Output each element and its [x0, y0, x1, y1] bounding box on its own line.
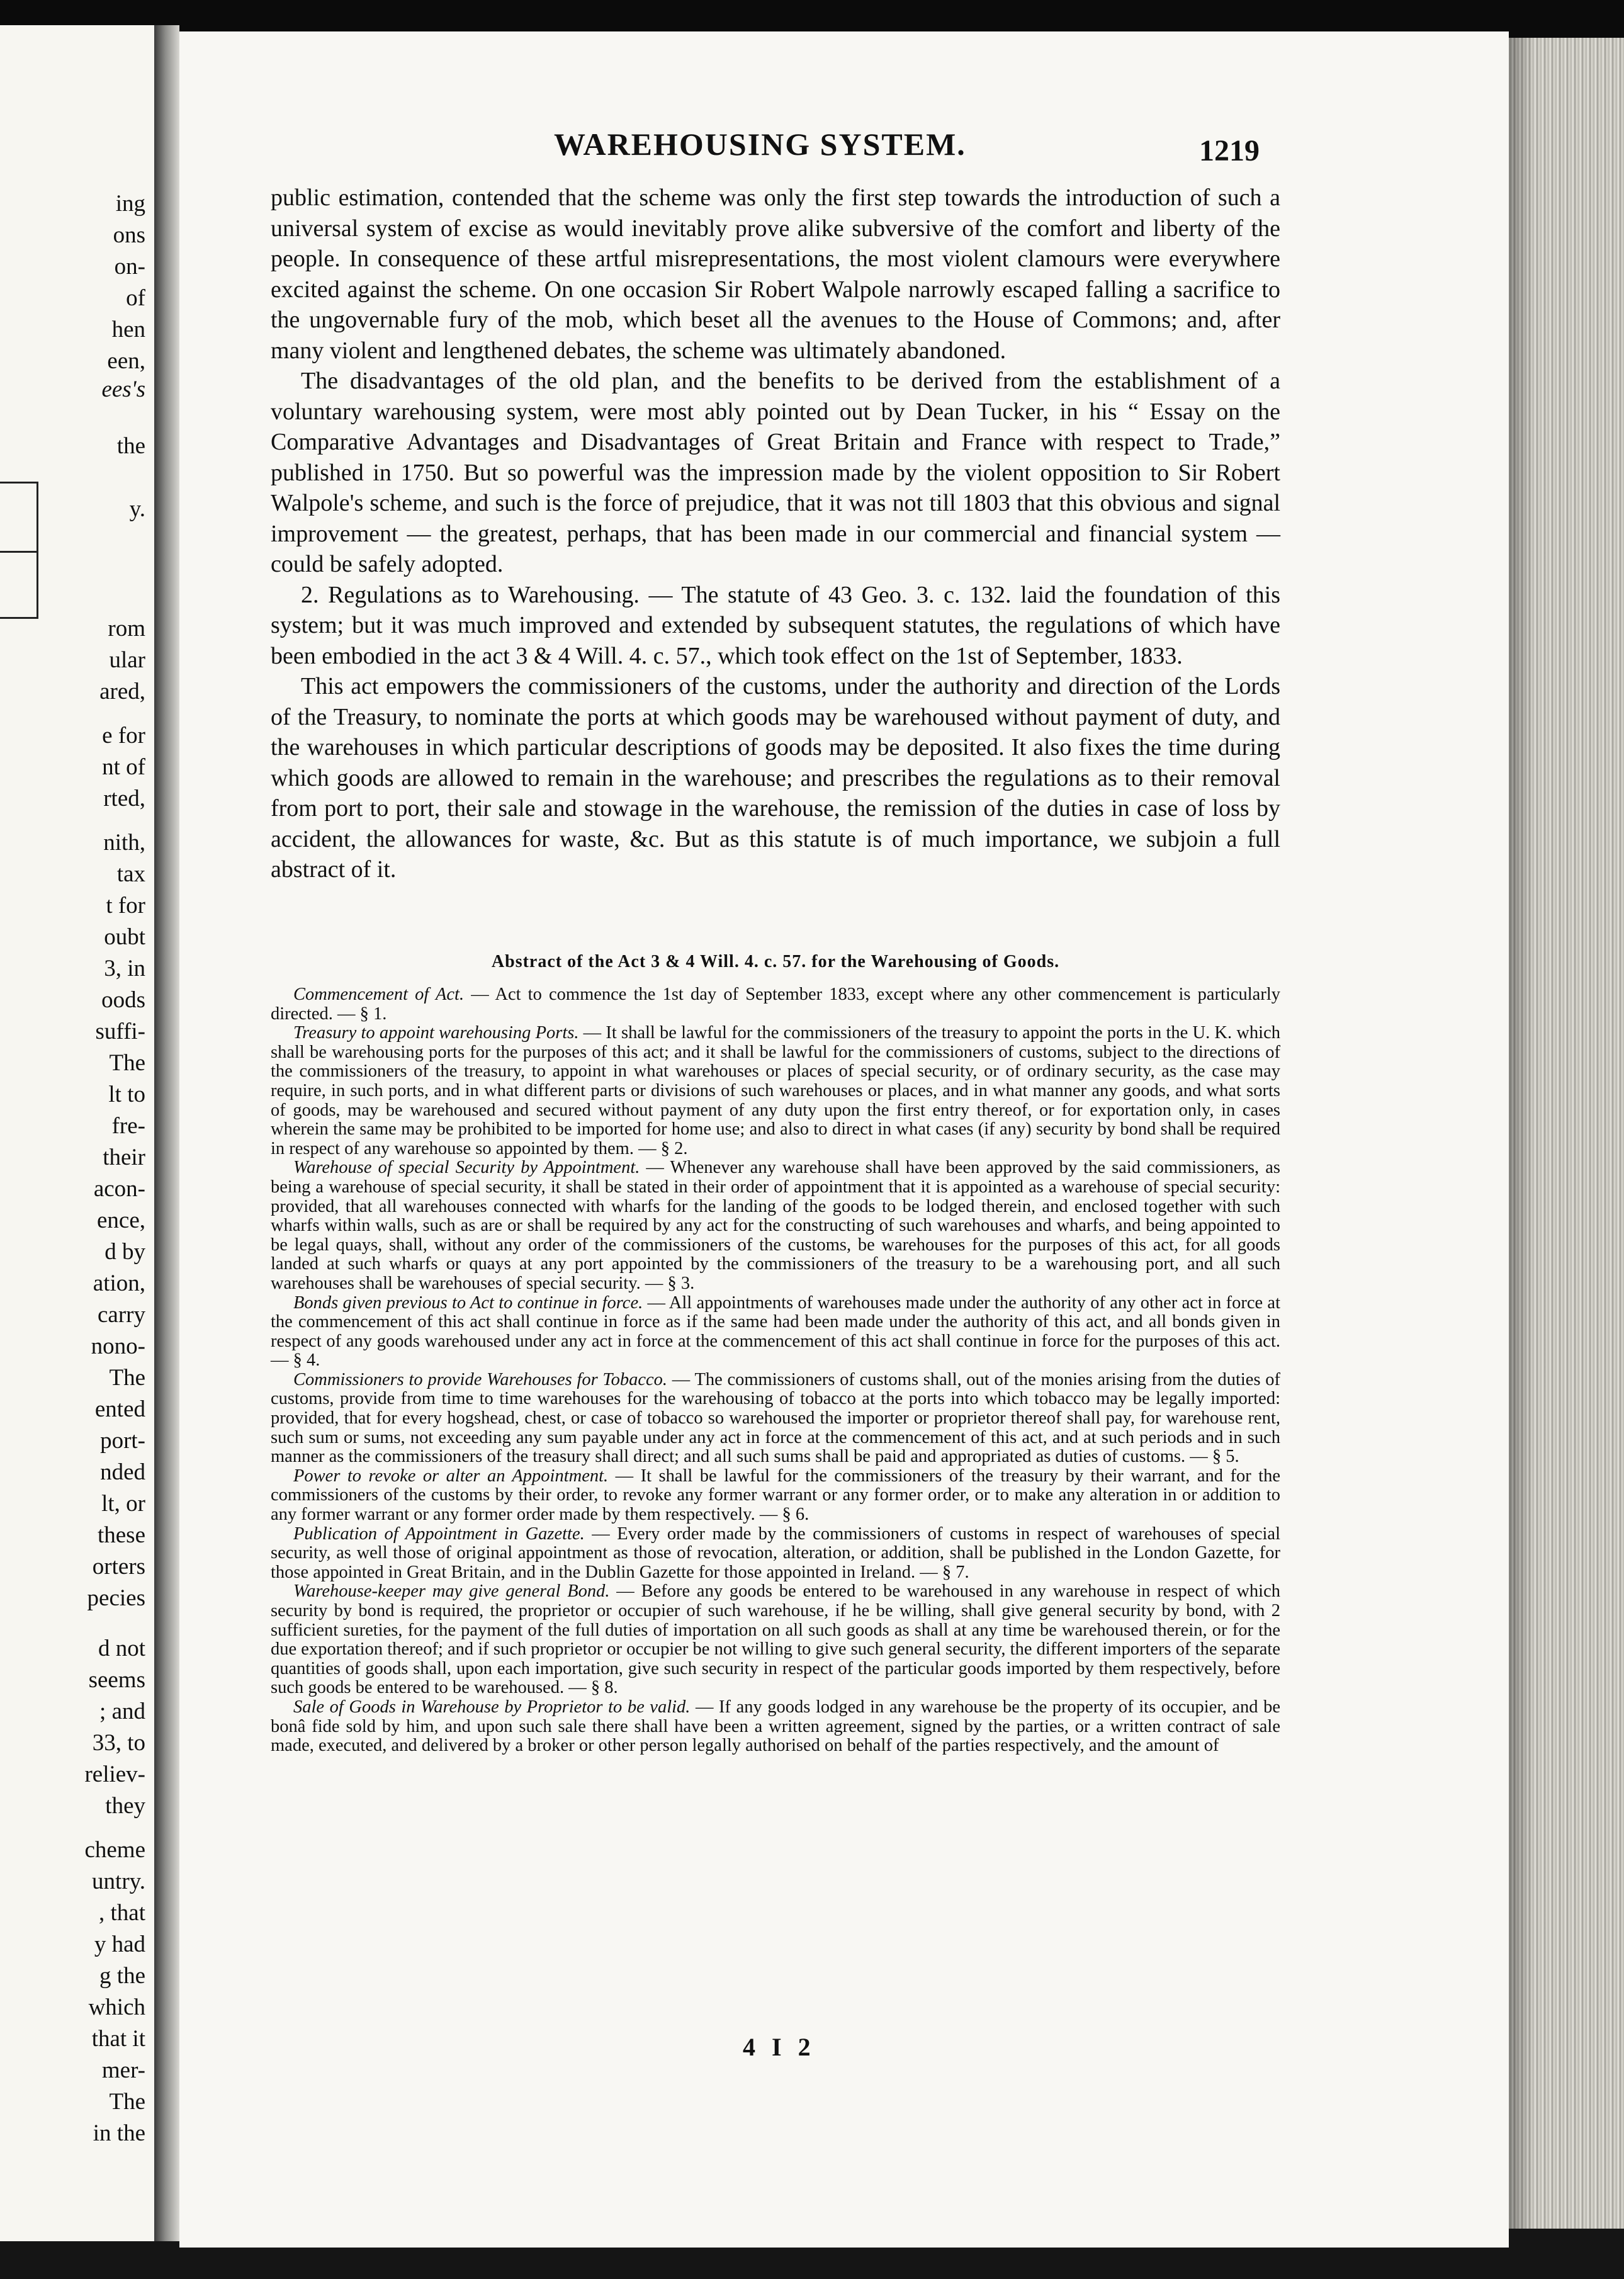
facing-page-text: ented	[94, 1396, 145, 1422]
facing-page-text: The	[109, 1050, 145, 1076]
section-heading: Sale of Goods in Warehouse by Proprietor to be valid.	[293, 1697, 691, 1717]
facing-page-text: acon-	[93, 1176, 145, 1202]
section-text: — Act to commence the 1st day of September 1833, except where any other commencement is particularly directed. — § 1.	[271, 985, 1280, 1024]
section-heading: Warehouse of special Security by Appointment.	[293, 1158, 640, 1178]
facing-page-text: e for	[102, 723, 145, 749]
facing-page-text: port-	[100, 1428, 145, 1454]
section	[271, 1582, 1280, 1698]
facing-page-text: in the	[93, 2120, 145, 2146]
facing-page-text: nith,	[103, 830, 145, 856]
running-head: WAREHOUSING SYSTEM.	[554, 127, 966, 162]
section	[271, 985, 1280, 1024]
facing-page-text: carry	[98, 1302, 145, 1328]
section-text: — All appointments of warehouses made under the authority of any other act in force at the commencement of this act shall continue in force as if the same had been made under the authority of this act, and all bonds given in respect of any goods warehoused under any act in force at the commencement of this act shall continue in force for the purposes of this act. — § 4.	[271, 1292, 1281, 1371]
abstract-title: Abstract of the Act 3 & 4 Will. 4. c. 57. for the Warehousing of Goods.	[491, 952, 1060, 971]
facing-page-text: lt, or	[101, 1491, 145, 1517]
section-heading: Publication of Appointment in Gazette.	[293, 1524, 585, 1544]
facing-page-text: on-	[114, 254, 145, 280]
section-text: — The commissioners of customs shall, out of the monies arising from the duties of customs, provide from time to time warehouses for the warehousing of tobacco at the ports into which tobacco may be legally imported: provided, that for every hogshead, chest, or case of tobacco so warehoused the importer or proprietor thereof shall pay, for warehouse rent, such sum or sums, not exceeding any sum payable under any act in force at the commencement of this act, and at such periods and in such manner as the commissioners of the treasury shall direct; and all such sums shall be paid and appropriated as duties of customs. — § 5.	[271, 1369, 1280, 1467]
section-text: — If any goods lodged in any warehouse be the property of its occupier, and be bonâ fide sold by him, and upon such sale there shall have been a written agreement, signed by the parties, or a written contract of sale made, executed, and delivered by a broker or other person legally authorised on behalf of the parties respectively, and the amount of	[271, 1697, 1280, 1756]
facing-page-text: which	[88, 1994, 145, 2020]
paragraph: The disadvantages of the old plan, and the benefits to be derived from the establishment of a voluntary warehousing system, were most ably pointed out by Dean Tucker, in his “ Essay on the Comparative Advantages and Disadvantages of Great Britain and France with respect to Trade,” published in 1750. But so powerful was the impression made by the violent opposition to Sir Robert Walpole's scheme, and such is the force of prejudice, that it was not till 1803 that this obvious and signal improvement — the greatest, perhaps, that has been made in our commercial and financial system — could be safely adopted.	[271, 368, 1280, 577]
facing-page-text: of	[126, 285, 145, 311]
section-text: — Before any goods be entered to be warehoused in any warehouse in respect of which security by bond is required, the proprietor or occupier of such warehouse, if he be willing, shall give general security by bond, with 2 sufficient sureties, for the payment of the full duties of importation on all such goods as shall at any time be warehoused therein, or for the due exportation thereof; and if such proprietor or occupier be not willing to give such general security, the different importers of the separate quantities of goods shall, upon each importation, give such security in respect of the particular goods imported by them respectively, before such goods be entered to be warehoused. — § 8.	[271, 1581, 1280, 1698]
section-heading: Bonds given previous to Act to continue in force.	[293, 1292, 643, 1313]
facing-page-text: seems	[88, 1667, 145, 1693]
facing-page-text: t for	[106, 893, 145, 919]
section-heading: Commencement of Act.	[293, 985, 465, 1004]
facing-page-text: untry.	[92, 1869, 145, 1894]
abstract-sections	[271, 985, 1280, 1756]
page-number: 1219	[1199, 134, 1260, 167]
facing-page-rule	[0, 551, 38, 553]
facing-page-text: hen	[111, 317, 145, 342]
facing-page-text: these	[97, 1522, 145, 1548]
facing-page-rule	[0, 617, 38, 619]
facing-page-text: ees's	[101, 376, 145, 402]
facing-page-text: nono-	[91, 1333, 145, 1359]
section-heading: Commissioners to provide Warehouses for Tobacco.	[293, 1369, 668, 1389]
facing-page-text: ons	[113, 222, 145, 248]
paragraph: public estimation, contended that the scheme was only the first step towards the introduction of such a universal system of excise as would inevitably prove alike subversive of the comfort and liberty of the people. In consequence of these artful misrepresentations, the most violent clamours were everywhere excited against the scheme. On one occasion Sir Robert Walpole narrowly escaped falling a sacrifice to the ungovernable fury of the mob, which beset all the avenues to the House of Commons; and, after many violent and lengthened debates, the scheme was ultimately abandoned.	[271, 184, 1280, 364]
facing-page-text: suffi-	[95, 1019, 145, 1044]
facing-page-text: the	[116, 433, 145, 459]
facing-page-fragment	[0, 25, 154, 2241]
facing-page-text: nded	[100, 1459, 145, 1485]
section	[271, 1525, 1280, 1583]
facing-page-text: tax	[116, 861, 145, 887]
facing-page-text: 3, in	[104, 956, 145, 981]
facing-page-text: ence,	[96, 1207, 145, 1233]
facing-page-text: The	[109, 2089, 145, 2115]
facing-page-text: ular	[109, 647, 145, 673]
facing-page-text: cheme	[84, 1837, 145, 1863]
section-heading: Treasury to appoint warehousing Ports.	[293, 1023, 579, 1043]
facing-page-text: oubt	[104, 924, 145, 950]
page-edge-shadow	[1509, 38, 1534, 2229]
facing-page-text: y.	[129, 496, 145, 522]
facing-page-text: that it	[91, 2026, 145, 2052]
book-gutter	[154, 25, 179, 2241]
facing-page-text: g the	[99, 1963, 145, 1989]
facing-page-text: they	[105, 1793, 145, 1819]
section-heading: Warehouse-keeper may give general Bond.	[293, 1581, 610, 1602]
facing-page-text: een,	[107, 348, 145, 374]
facing-page-rule	[0, 482, 38, 484]
facing-page-text: 33, to	[92, 1730, 145, 1756]
facing-page-text: ing	[115, 191, 145, 217]
facing-page-text: reliev-	[84, 1762, 145, 1787]
facing-page-text: d not	[98, 1636, 145, 1661]
facing-page-text: y had	[94, 1931, 145, 1957]
paragraph: This act empowers the commissioners of the customs, under the authority and direction of the Lords of the Treasury, to nominate the ports at which goods may be warehoused without payment of duty, and the warehouses in which particular descriptions of goods may be deposited. It also fixes the time during which goods are allowed to remain in the warehouse; and prescribes the regulations as to their removal from port to port, their sale and stowage in the warehouse, the remission of the duties in case of loss by accident, the allowances for waste, &c. But as this statute is of much importance, we subjoin a full abstract of it.	[271, 673, 1280, 883]
facing-page-text: rom	[108, 616, 145, 642]
facing-page-text: ared,	[99, 679, 145, 704]
section-text: — It shall be lawful for the commissioners of the treasury to appoint the ports in the U. K. which shall be warehousing ports for the purposes of this act; and it shall be lawful for the commissioners of customs, subject to the directions of the commissioners of the treasury, to appoint in what warehouses or places of special security, or of ordinary security, as the case may require, in such ports, and in what different parts or divisions of such warehouses or places, and in what manner any goods, and what sorts of goods, may be warehoused and secured without payment of any duty upon the first entry thereof, or for exportation only, in cases wherein the same may be prohibited to be imported for home use; and also to direct in what cases (if any) security by bond shall be required in respect of any warehouse so appointed by them. — § 2.	[271, 1023, 1280, 1158]
paragraph: 2. Regulations as to Warehousing. — The statute of 43 Geo. 3. c. 132. laid the foundation of this system; but it was much improved and extended by subsequent statutes, the regulations of which have been embodied in the act 3 & 4 Will. 4. c. 57., which took effect on the 1st of September, 1833.	[271, 581, 1280, 669]
facing-page-text: orters	[92, 1554, 145, 1580]
facing-page-text: fre-	[111, 1113, 145, 1139]
facing-page-text: ; and	[99, 1699, 145, 1724]
facing-page-text: , that	[99, 1900, 145, 1926]
facing-page-text: their	[103, 1145, 145, 1170]
facing-page-text: d by	[104, 1239, 145, 1265]
facing-page-text: mer-	[101, 2057, 145, 2083]
facing-page-rule	[37, 482, 38, 619]
section	[271, 1294, 1280, 1371]
body-text	[271, 183, 1280, 885]
section	[271, 1024, 1280, 1158]
signature-mark: 4 I 2	[743, 2033, 816, 2061]
facing-page-text: ation,	[93, 1270, 145, 1296]
facing-page-text: oods	[101, 987, 145, 1013]
facing-page-text: lt to	[108, 1082, 145, 1107]
facing-page-text: pecies	[87, 1585, 145, 1611]
section-text: — Whenever any warehouse shall have been approved by the said commissioners, as being a warehouse of special security, it shall be stated in their order of appointment that it is appointed as a warehouse of special security: provided, that all warehouses connected with wharfs for the landing of the goods to be lodged therein, and enclosed together with such wharfs within walls, such as are or shall be required by any act for the constructing of such warehouses and wharfs, and being appointed to be legal quays, shall, without any order of the commissioners of the customs, be warehouses for the purposes of this act, for all goods landed at such wharfs or quays at any port appointed by the commissioners of the treasury to be a warehousing port, and all such warehouses shall be warehouses of special security. — § 3.	[271, 1158, 1280, 1293]
facing-page-text: The	[109, 1365, 145, 1391]
section	[271, 1371, 1280, 1467]
section	[271, 1467, 1280, 1525]
section-text: — Every order made by the commissioners of customs in respect of warehouses of special security, as well those of original appointment as those of revocation, alteration, or addition, shall be published in the London Gazette, for those appointed in Great Britain, and in the Dublin Gazette for those appointed in Ireland. — § 7.	[271, 1524, 1280, 1582]
section	[271, 1158, 1280, 1293]
section-heading: Power to revoke or alter an Appointment.	[293, 1466, 609, 1486]
facing-page-text: rted,	[103, 786, 145, 812]
facing-page-text: nt of	[102, 754, 145, 780]
section-text: — It shall be lawful for the commissioners of the treasury by their warrant, and for the commissioners of the customs by their order, to revoke any former warrant or any former order, or to make any alteration in or addition to any former warrant or any former order made by them respectively. — § 6.	[271, 1466, 1280, 1525]
section	[271, 1698, 1280, 1756]
